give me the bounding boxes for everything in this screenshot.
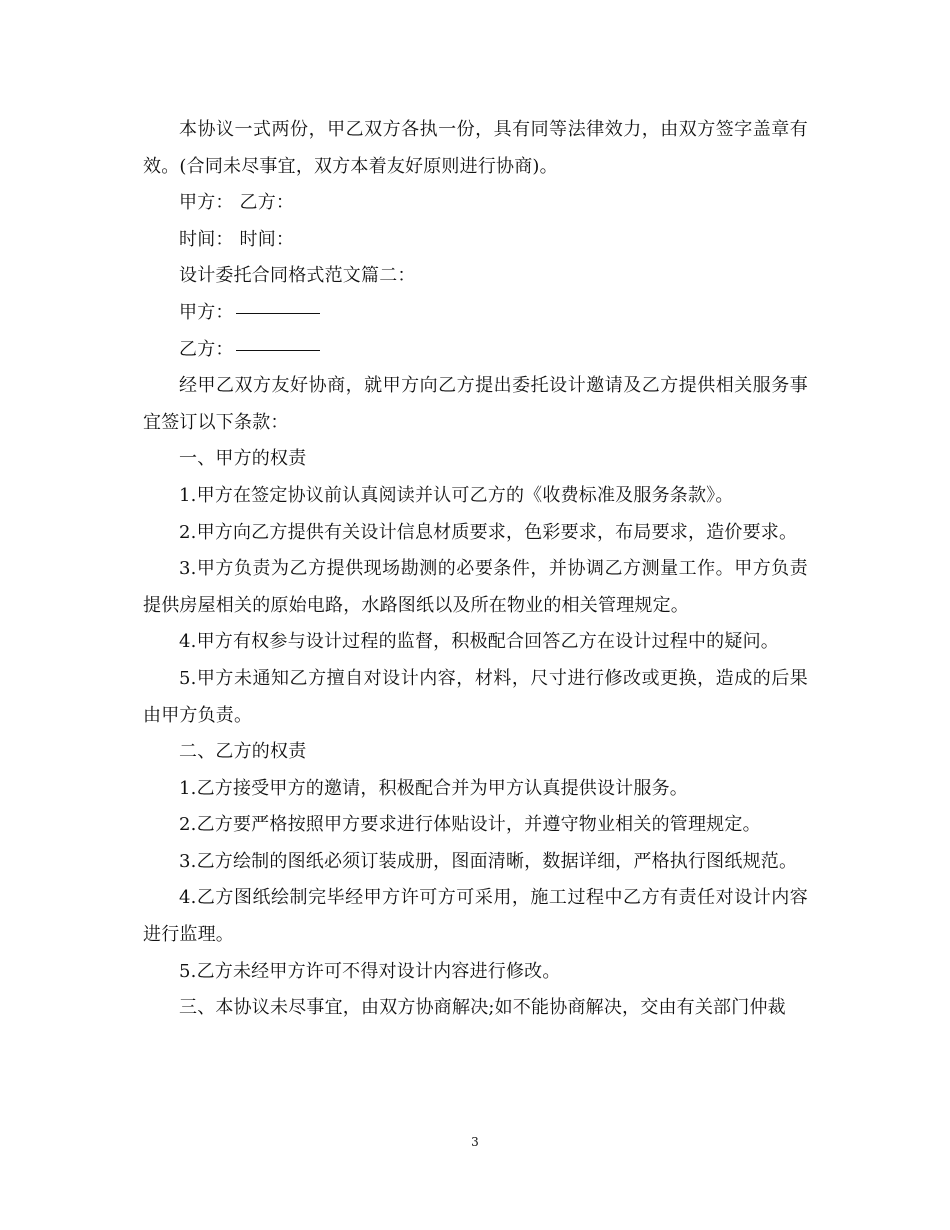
heading-party-b-rights: 二、乙方的权责 <box>179 741 307 763</box>
paragraph-copies-clause: 本协议一式两份，甲乙双方各执一份，具有同等法律效力，由双方签字盖章有效。(合同未尽事宜，双方本着友好原则进行协商)。 <box>143 119 808 177</box>
signature-line-parties: 甲方： 乙方： <box>179 192 295 214</box>
party-a-item-5: 5.甲方未通知乙方擅自对设计内容，材料，尺寸进行修改或更换，造成的后果由甲方负责。 <box>143 667 808 726</box>
party-b-item-2: 2.乙方要严格按照甲方要求进行体贴设计，并遵守物业相关的管理规定。 <box>179 814 761 836</box>
party-b-line <box>143 332 808 369</box>
paragraph-preamble: 经甲乙双方友好协商，就甲方向乙方提出委托设计邀请及乙方提供相关服务事宜签订以下条款： <box>143 375 808 433</box>
party-a-line <box>143 295 808 332</box>
party-b-blank <box>236 349 320 351</box>
party-b-item-3: 3.乙方绘制的图纸必须订装成册，图面清晰，数据详细，严格执行图纸规范。 <box>179 850 798 872</box>
party-a-item-3: 3.甲方负责为乙方提供现场勘测的必要条件，并协调乙方测量工作。甲方负责提供房屋相关的原始电路，水路图纸以及所在物业的相关管理规定。 <box>143 558 808 616</box>
document-body <box>143 112 808 1027</box>
signature-line-dates: 时间： 时间： <box>179 228 295 250</box>
party-a-item-1: 1.甲方在签定协议前认真阅读并认可乙方的《收费标准及服务条款》。 <box>179 484 734 506</box>
party-a-label: 甲方： <box>179 301 234 323</box>
party-a-item-2: 2.甲方向乙方提供有关设计信息材质要求，色彩要求，布局要求，造价要求。 <box>179 521 798 543</box>
section-three-clause: 三、本协议未尽事宜，由双方协商解决;如不能协商解决，交由有关部门仲裁 <box>179 997 786 1019</box>
party-b-item-4: 4.乙方图纸绘制完毕经甲方许可方可采用，施工过程中乙方有责任对设计内容进行监理。 <box>143 887 808 946</box>
party-a-blank <box>236 312 320 314</box>
page-number: 3 <box>471 1135 479 1149</box>
party-b-label: 乙方： <box>179 338 234 360</box>
party-b-item-5: 5.乙方未经甲方许可不得对设计内容进行修改。 <box>179 960 561 982</box>
party-b-item-1: 1.乙方接受甲方的邀请，积极配合并为甲方认真提供设计服务。 <box>179 777 688 799</box>
section-title-sample-two: 设计委托合同格式范文篇二： <box>179 265 416 287</box>
heading-party-a-rights: 一、甲方的权责 <box>179 448 307 470</box>
party-a-item-4: 4.甲方有权参与设计过程的监督，积极配合回答乙方在设计过程中的疑问。 <box>179 631 779 653</box>
